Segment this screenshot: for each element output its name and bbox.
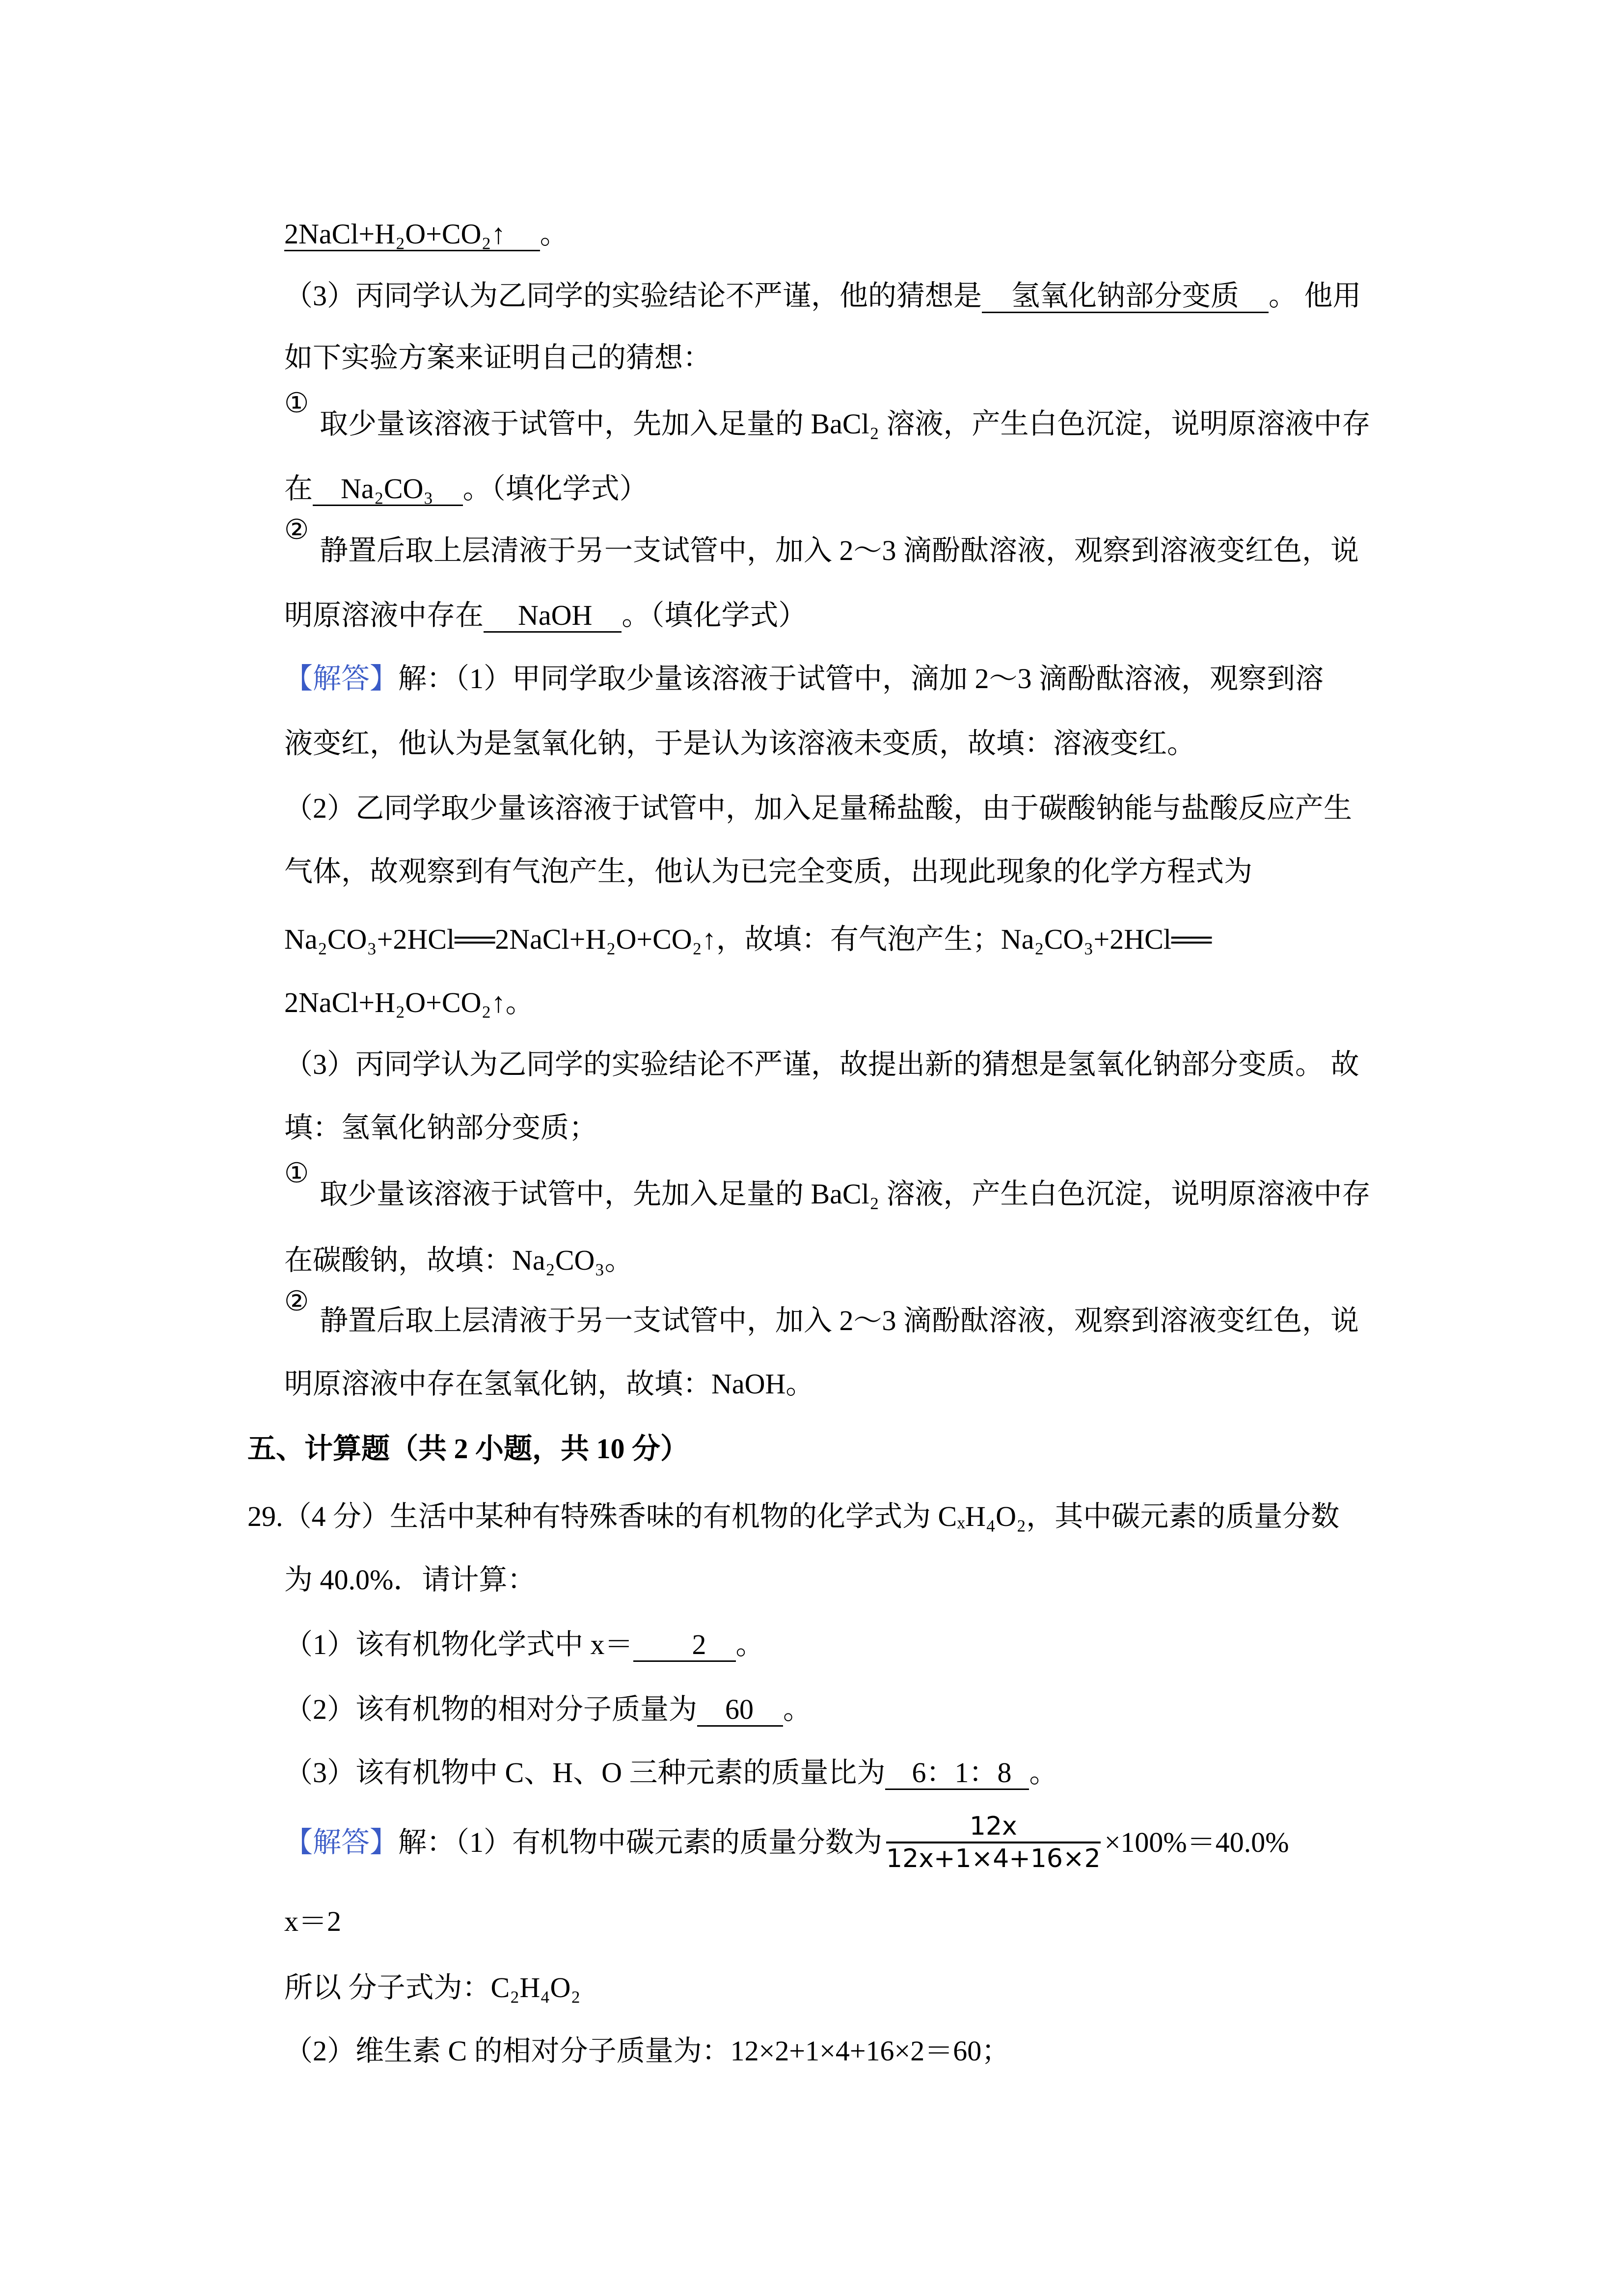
q29-solution-line1 (284, 1811, 1289, 1874)
equation-answer: 2NaCl+H₂O+CO₂↑ (284, 218, 540, 251)
q29-part3-suffix: 。 (1029, 1757, 1058, 1789)
section-heading: 五、计算题（共 2 小题，共 10 分） (247, 1433, 689, 1465)
q29-part1-suffix: 。 (735, 1629, 764, 1660)
part3-prefix: （3）丙同学认为乙同学的实验结论不严谨，他的猜想是 (284, 280, 982, 312)
q29-part2-suffix: 。 (783, 1693, 812, 1725)
step2-prefix: 明原溶液中存在 (284, 599, 484, 631)
q29-part3-answer: 6：1：8 (885, 1757, 1029, 1790)
fraction-denominator: 12x+1×4+16×2 (886, 1844, 1101, 1873)
q29-part2-prefix: （2）该有机物的相对分子质量为 (284, 1693, 698, 1725)
mass-fraction-formula (886, 1811, 1101, 1874)
part3-answer: 氢氧化钠部分变质 (982, 280, 1269, 313)
q29-part2-answer: 60 (697, 1694, 783, 1727)
q28-solution-line7: （3）丙同学认为乙同学的实验结论不严谨，故提出新的猜想是氢氧化钠部分变质。 故 (284, 1048, 1359, 1080)
answer-tag: 【解答】 (284, 1826, 399, 1858)
solution-text: 解：（1）有机物中碳元素的质量分数为 (398, 1826, 883, 1858)
q29-part1-prefix: （1）该有机物化学式中 x＝ (284, 1629, 633, 1660)
step2-circle-number: ② (284, 514, 309, 546)
part3-question-line (284, 280, 1361, 313)
q28-solution-line8: 填：氢氧化钠部分变质； (284, 1112, 598, 1144)
q28-solution-line3: （2）乙同学取少量该溶液于试管中，加入足量稀盐酸，由于碳酸钠能与盐酸反应产生 (284, 792, 1353, 824)
q29-part3-prefix: （3）该有机物中 C、H、O 三种元素的质量比为 (284, 1757, 886, 1789)
q29-stem-line2: 为 40.0%．请计算： (284, 1564, 536, 1596)
q29-solution-line3: 所以 分子式为：C₂H₄O₂ (284, 1972, 581, 2003)
solution-text: 解：（1）甲同学取少量该溶液于试管中，滴加 2～3 滴酚酞溶液，观察到溶 (398, 663, 1324, 694)
q28-solution-line1 (284, 665, 1324, 693)
step1-line1: 取少量该溶液于试管中，先加入足量的 BaCl₂ 溶液，产生白色沉淀，说明原溶液中存 (320, 408, 1371, 440)
step2-line1: 静置后取上层清液于另一支试管中，加入 2～3 滴酚酞溶液，观察到溶液变红色，说 (320, 534, 1359, 566)
q29-solution-line4: （2）维生素 C 的相对分子质量为：12×2+1×4+16×2＝60； (284, 2035, 1010, 2067)
q29-part3 (284, 1757, 1058, 1790)
q28-solution-line5: Na₂CO₃+2HCl══2NaCl+H₂O+CO₂↑，故填：有气泡产生；Na₂CO₃+2HCl══ (284, 923, 1212, 955)
q28-solution-line2: 液变红，他认为是氢氧化钠，于是认为该溶液未变质，故填：溶液变红。 (284, 727, 1196, 759)
q28-solution-line10: 在碳酸钠，故填：Na₂CO₃。 (284, 1244, 633, 1276)
q29-part1 (284, 1629, 764, 1662)
step1-circle-number: ① (284, 387, 309, 419)
part3-question-line2: 如下实验方案来证明自己的猜想： (284, 342, 712, 374)
step2-suffix: 。（填化学式） (622, 599, 807, 631)
q29-part1-answer: 2 (633, 1629, 736, 1662)
q28-solution-line9: 取少量该溶液于试管中，先加入足量的 BaCl₂ 溶液，产生白色沉淀，说明原溶液中存 (320, 1178, 1371, 1210)
equation-answer-line (284, 218, 568, 251)
q28-solution-line11: 静置后取上层清液于另一支试管中，加入 2～3 滴酚酞溶液，观察到溶液变红色，说 (320, 1305, 1359, 1336)
q28-solution-line6: 2NaCl+H₂O+CO₂↑。 (284, 987, 534, 1018)
step2-answer: NaOH (484, 600, 622, 633)
step2-answer-line (284, 600, 807, 633)
fraction-numerator: 12x (969, 1812, 1017, 1841)
q29-part2 (284, 1694, 812, 1727)
step1-prefix: 在 (284, 473, 313, 505)
fraction-result: ×100%＝40.0% (1104, 1826, 1289, 1858)
step1-answer-line (284, 473, 648, 506)
answer-tag: 【解答】 (284, 663, 399, 694)
q28-solution-line4: 气体，故观察到有气泡产生，他认为已完全变质，出现此现象的化学方程式为 (284, 855, 1253, 887)
q29-stem-line1: 29.（4 分）生活中某种有特殊香味的有机物的化学式为 CₓH₄O₂，其中碳元素的质量分数 (247, 1500, 1340, 1532)
q28-solution-line12: 明原溶液中存在氢氧化钠，故填：NaOH。 (284, 1368, 814, 1400)
part3-suffix: 。 他用 (1269, 280, 1361, 312)
step1-answer: Na₂CO₃ (313, 473, 463, 506)
q29-solution-line2: x＝2 (284, 1905, 342, 1937)
solution-step2-circle-number: ② (284, 1285, 309, 1317)
step1-suffix: 。（填化学式） (462, 473, 648, 505)
line-end: 。 (540, 218, 568, 250)
solution-step1-circle-number: ① (284, 1157, 309, 1189)
